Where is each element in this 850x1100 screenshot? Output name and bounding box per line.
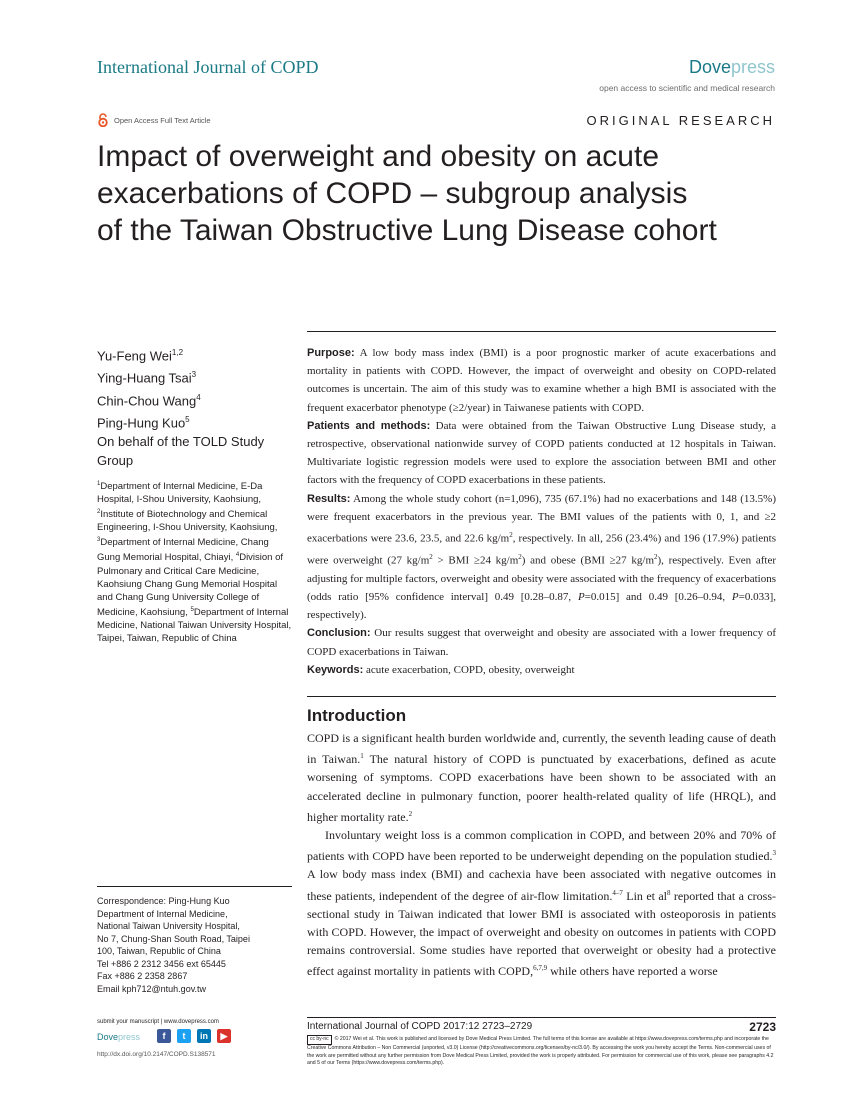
abstract-keywords: Keywords: acute exacerbation, COPD, obesity, overweight <box>307 663 575 676</box>
doi-link[interactable]: http://dx.doi.org/10.2147/COPD.S138571 <box>97 1051 216 1058</box>
affiliations: $^1$Department of Internal Medicine, E-Da Hospital, I-Shou University, Kaohsiung, $^2$Institute of Biotechnology and Chemical Engineering, I-Shou University, Kaohsiung, $^3$Department of Internal Medicine, Chang Gung Memorial Hospital, Chiayi, $^4$Division of Pulmonary and Critical Care Medicine, Kaohsiung Chang Gung Memorial Hospital and Chang Gung University College of Medicine, Kaohsiung, $^5$Department of Internal Medicine, National Taiwan University Hospital, Taipei, Taiwan, Republic of China <box>97 481 292 644</box>
correspondence-block <box>97 895 297 995</box>
article-type: ORIGINAL RESEARCH <box>586 113 775 128</box>
divider <box>307 696 776 697</box>
open-access-icon <box>97 113 109 127</box>
abstract-purpose: Purpose: A low body mass index (BMI) is a poor prognostic marker of acute exacerbations and mortality in patients with COPD. However, the impact of overweight and obesity on COPD-related outcomes is uncertain. The aim of this study was to examine whether a high BMI is associated with the frequent exacerbator phenotype (≥2/year) in Taiwanese patients with COPD. <box>307 347 776 414</box>
title-line: exacerbations of COPD – subgroup analysis <box>97 177 688 210</box>
publisher-logo <box>689 57 775 78</box>
divider <box>97 886 292 887</box>
title-line: Impact of overweight and obesity on acute <box>97 140 660 173</box>
abstract <box>307 344 776 679</box>
open-access-row <box>97 113 211 127</box>
abstract-methods: Patients and methods: Data were obtained from the Taiwan Obstructive Lung Disease study, a retrospective, observational nationwide survey of COPD patients conducted at 12 hospitals in Taiwan. Multivariate logistic regression models were used to explore the association between BMI and other factors with the frequency of COPD exacerbations in these patients. <box>307 419 776 487</box>
section-heading: Introduction <box>307 706 407 725</box>
footer-journal-reference: International Journal of COPD 2017:12 2723–2729 <box>307 1021 533 1032</box>
author: Yu-Feng Wei$^{1,2}$ <box>97 348 184 364</box>
publisher-name-part1: Dove <box>688 57 731 77</box>
correspondence-line: No 7, Chung-Shan South Road, Taipei <box>97 933 250 944</box>
correspondence-line: National Taiwan University Hospital, <box>97 921 240 931</box>
correspondence-email[interactable]: Email kph712@ntuh.gov.tw <box>97 983 207 994</box>
page-number: 2723 <box>749 1020 776 1034</box>
study-group: On behalf of the TOLD Study Group <box>97 434 265 468</box>
footer-left <box>97 1019 277 1058</box>
divider <box>307 331 776 332</box>
linkedin-icon[interactable]: in <box>197 1029 211 1043</box>
correspondence-line: Tel +886 2 2312 3456 ext 65445 <box>97 958 226 969</box>
open-access-label: Open Access Full Text Article <box>114 115 211 125</box>
author: Ying-Huang Tsai$^3$ <box>97 370 197 386</box>
submit-manuscript-link[interactable]: submit your manuscript | www.dovepress.com <box>97 1019 219 1025</box>
publisher-name-part2: press <box>730 57 775 77</box>
license-text: cc by-nc © 2017 Wei et al. This work is published and licensed by Dove Medical Press Limited. The full terms of this license are available at https://www.dovepress.com/terms.php and incorporate the Creative Commons Attribution – Non Commercial (unported, v3.0) License (http://creativecommons.org/licenses/by-nc/3.0/). By accessing the work you hereby accept the Terms. Non-commercial uses of the work are permitted without any further permission from Dove Medical Press Limited, provided the work is properly attributed. For permission for commercial use of this work, please see paragraphs 4.2 and 5 of our Terms (https://www.dovepress.com/terms.php). <box>307 1036 774 1067</box>
author: Ping-Hung Kuo$^5$ <box>97 414 190 431</box>
article-title <box>97 138 777 249</box>
twitter-icon[interactable]: t <box>177 1029 191 1043</box>
paragraph: Involuntary weight loss is a common complication in COPD, and between 20% and 70% of patients with COPD have been reported to be underweight depending on the population studied.$^3$ A low body mass index (BMI) and cachexia have been associated with negative outcomes in these patients, independent of the degree of air-flow limitation.$^{4-7}$ Lin et $al^8$ reported that a cross-sectional study in Taiwan indicated that lower BMI is associated with osteoporosis in patients with COPD. However, the impact of overweight and obesity on outcomes in patients with COPD remains controversial. Some studies have reported that overweight or obesity had a protective effect against mortality in patients with COPD,$^{6,7,9}$ while others have reported a worse <box>307 828 777 979</box>
publisher-tagline: open access to scientific and medical research <box>599 83 775 93</box>
introduction-body <box>307 729 776 981</box>
correspondence-line: 100, Taiwan, Republic of China <box>97 946 221 956</box>
cc-license-icon: cc by-nc <box>307 1035 332 1045</box>
correspondence-line: Correspondence: Ping-Hung Kuo <box>97 896 230 906</box>
journal-name: International Journal of COPD <box>97 57 319 77</box>
author: Chin-Chou Wang$^4$ <box>97 392 201 408</box>
abstract-conclusion: Conclusion: Our results suggest that overweight and obesity are associated with a lower frequency of COPD exacerbations in Taiwan. <box>307 627 776 658</box>
abstract-results: Results: Among the whole study cohort (n=1,096), 735 (67.1%) had no exacerbations and 148 (13.5%) were frequent exacerbators in the previous year. The BMI values of the patients with 0, 1, and ≥2 exacerbations were 23.6, 23.5, and 22.6 $kg/m^2$, respectively. In all, 256 (23.4%) and 196 (17.9%) patients were overweight (27 $kg/m^2$ > BMI ≥24 $kg/m^2$) and obese (BMI ≥27 $kg/m^2$), respectively. Even after adjusting for multiple factors, overweight and obesity were associated with the frequency of exacerbations (odds ratio [95% confidence interval] 0.49 [0.28–0.87, P=0.015] and 0.49 [0.26–0.94, P=0.033], respectively). <box>307 492 776 622</box>
footer-publisher-logo: Dovepress <box>97 1032 141 1042</box>
author-list <box>97 343 201 432</box>
paragraph: COPD is a significant health burden worldwide and, currently, the seventh leading cause of death in Taiwan.$^1$ The natural history of COPD is punctuated by exacerbations, defined as acute worsening of symptoms. COPD exacerbations have been shown to be associated with an accelerated decline in pulmonary function, poorer health-related quality of life (HRQL), and higher mortality rate.$^2$ <box>307 731 776 824</box>
correspondence-line: Department of Internal Medicine, <box>97 908 228 919</box>
correspondence-line: Fax +886 2 2358 2867 <box>97 971 188 981</box>
social-links <box>157 1029 231 1043</box>
divider <box>307 1017 776 1018</box>
youtube-icon[interactable]: ▶ <box>217 1029 231 1043</box>
title-line: of the Taiwan Obstructive Lung Disease cohort <box>97 214 717 247</box>
facebook-icon[interactable]: f <box>157 1029 171 1043</box>
